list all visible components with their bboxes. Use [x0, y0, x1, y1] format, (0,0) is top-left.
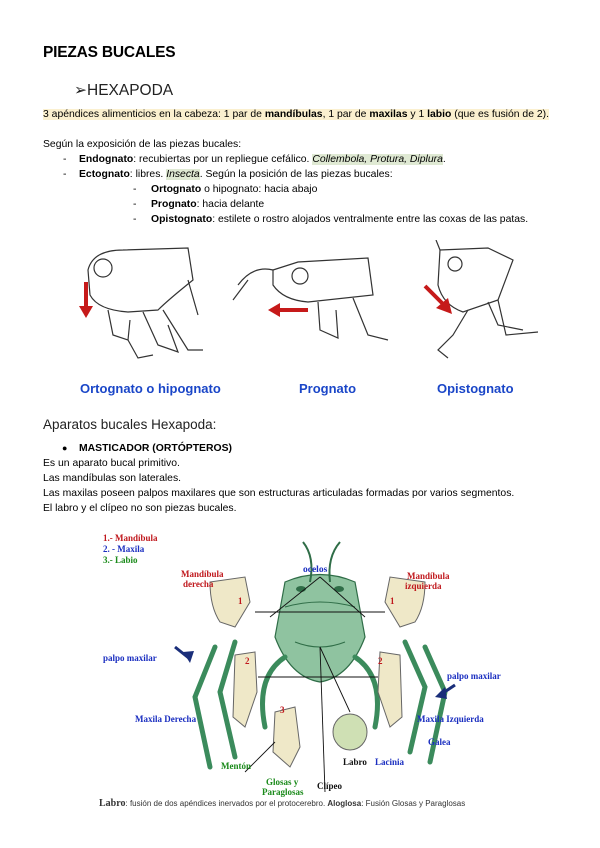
sublist-item-opistognato: [151, 212, 528, 228]
text-line-1: Es un aparato bucal primitivo.: [43, 458, 180, 469]
sublist-dash: -: [133, 199, 137, 210]
arrow-bullet-icon: ➢: [74, 82, 87, 99]
endognato-desc: : recubiertas por un repliegue cefálico.: [133, 154, 313, 165]
prognato-arrow-icon: [268, 303, 308, 317]
labium-drawing: [273, 707, 300, 767]
prognato-desc: : hacia delante: [196, 199, 265, 210]
mouthparts-svg: [95, 527, 515, 812]
head-orientation-svg: [68, 240, 548, 405]
ectognato-taxa: Insecta: [166, 169, 200, 180]
label-clipeo: Clípeo: [317, 781, 343, 791]
number-1-left: 1: [238, 596, 243, 606]
caption-labro: Labro: [99, 798, 126, 809]
number-1-right: 1: [390, 596, 395, 606]
legend-3: 3.- Labio: [103, 555, 138, 565]
ectognato-end: . Según la posición de las piezas bucales:: [199, 169, 393, 180]
endognato-end: .: [442, 154, 446, 165]
label-palpo-der: palpo maxilar: [447, 671, 501, 681]
intro-text-1: 3 apéndices alimenticios en la cabeza: 1 par de: [43, 109, 265, 120]
label-ortognato: Ortognato o hipognato: [80, 381, 221, 396]
opistognato-drawing: [436, 240, 538, 358]
intro-text-2: , 1 par de: [322, 109, 370, 120]
label-palpo-izq: palpo maxilar: [103, 653, 157, 663]
section-heading-hexapoda: [74, 81, 173, 100]
label-lacinia: Lacinia: [375, 757, 405, 767]
legend-2: 2. - Maxila: [103, 544, 145, 554]
intro-bold-labio: labio: [427, 109, 452, 120]
list-dash: -: [63, 169, 67, 180]
intro-text-3: y 1: [407, 109, 428, 120]
number-2-right: 2: [378, 656, 383, 666]
prognato-term: Prognato: [151, 199, 197, 210]
hexapoda-label: HEXAPODA: [87, 82, 174, 99]
text-line-4: El labro y el clípeo no son piezas bucales.: [43, 503, 237, 514]
label-maxila-izq: Maxila Izquierda: [417, 714, 484, 724]
endognato-term: Endognato: [79, 154, 134, 165]
list-item-endognato: [79, 152, 446, 168]
label-menton: Mentón: [221, 761, 251, 771]
ectognato-term: Ectognato: [79, 169, 130, 180]
intro-bold-maxilas: maxilas: [369, 109, 408, 120]
section-heading-aparatos: Aparatos bucales Hexapoda:: [43, 417, 217, 432]
exposicion-text: Según la exposición de las piezas bucales:: [43, 139, 242, 150]
number-2-left: 2: [245, 656, 250, 666]
label-mand-izq-2: izquierda: [405, 581, 442, 591]
head-orientation-figure: [68, 240, 548, 405]
endognato-taxa: Collembola, Protura, Diplura: [312, 154, 443, 165]
ortognato-desc: o hipognato: hacia abajo: [201, 184, 318, 195]
label-mand-der-2: derecha: [183, 579, 214, 589]
labrum-drawing: [333, 714, 367, 750]
list-dash: -: [63, 154, 67, 165]
list-item-ectognato: [79, 167, 393, 183]
sublist-item-ortognato: [151, 182, 317, 198]
figure-caption: [99, 798, 465, 809]
opistognato-arrow-icon: [425, 286, 452, 314]
intro-text-4: (que es fusión de 2).: [451, 109, 550, 120]
intro-bold-mandibulas: mandíbulas: [264, 109, 323, 120]
ortognato-drawing: [88, 248, 203, 358]
opistognato-term: Opistognato: [151, 214, 213, 225]
opistognato-desc: : estilete o rostro alojados ventralmente entre las coxas de las patas.: [212, 214, 529, 225]
label-mand-izq-1: Mandíbula: [407, 571, 450, 581]
intro-paragraph: [43, 107, 563, 123]
sublist-dash: -: [133, 214, 137, 225]
ectognato-desc: : libres.: [129, 169, 167, 180]
label-opistognato: Opistognato: [437, 381, 514, 396]
mouthparts-figure: [95, 527, 515, 812]
label-galea: Galea: [428, 737, 451, 747]
page-title: PIEZAS BUCALES: [43, 44, 176, 61]
bullet-icon: ●: [62, 443, 68, 453]
text-line-3: Las maxilas poseen palpos maxilares que son estructuras articuladas formadas por varios segmentos.: [43, 488, 515, 499]
caption-text-2: : Fusión Glosas y Paraglosas: [361, 799, 466, 808]
caption-text-1: : fusión de dos apéndices inervados por el protocerebro.: [125, 799, 328, 808]
legend-1: 1.- Mandíbula: [103, 533, 158, 543]
label-glosas-1: Glosas y: [266, 777, 299, 787]
masticador-heading: MASTICADOR (ORTÓPTEROS): [79, 443, 232, 454]
label-prognato: Prognato: [299, 381, 357, 396]
label-glosas-2: Paraglosas: [262, 787, 304, 797]
prognato-drawing: [233, 258, 388, 340]
caption-aloglosa: Aloglosa: [327, 799, 362, 808]
label-mand-der-1: Mandíbula: [181, 569, 224, 579]
sublist-item-prognato: [151, 197, 264, 213]
ortognato-term: Ortognato: [151, 184, 202, 195]
number-3: 3: [280, 705, 285, 715]
label-labro: Labro: [343, 757, 367, 767]
sublist-dash: -: [133, 184, 137, 195]
ortognato-arrow-icon: [79, 282, 93, 318]
label-ocelos: ocelos: [303, 565, 328, 575]
label-maxila-der: Maxila Derecha: [135, 714, 197, 724]
text-line-2: Las mandíbulas son laterales.: [43, 473, 182, 484]
